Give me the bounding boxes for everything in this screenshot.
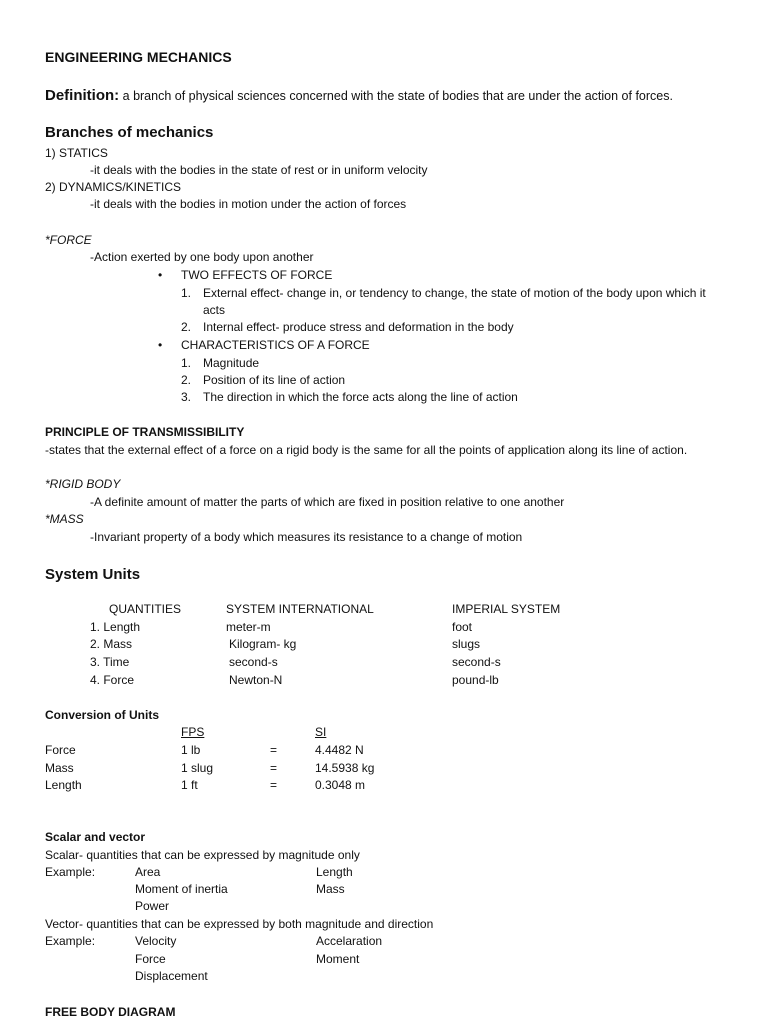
units-cell-quantity: 1. Length bbox=[90, 620, 141, 634]
conversion-fps: 1 lb bbox=[181, 743, 201, 757]
conversion-label: Force bbox=[45, 743, 76, 757]
units-header-si: SYSTEM INTERNATIONAL bbox=[226, 602, 374, 616]
dynamics-item: 2) DYNAMICS/KINETICS bbox=[45, 180, 182, 194]
units-cell-imperial: second-s bbox=[452, 655, 501, 669]
effect-text: Internal effect- produce stress and deformation in the body bbox=[203, 320, 514, 334]
scalar-example: Mass bbox=[316, 882, 345, 896]
force-desc: -Action exerted by one body upon another bbox=[90, 250, 314, 264]
characteristics-heading: CHARACTERISTICS OF A FORCE bbox=[181, 338, 370, 352]
vector-example: Displacement bbox=[135, 969, 208, 983]
characteristic-text: Magnitude bbox=[203, 356, 260, 370]
scalar-vector-heading: Scalar and vector bbox=[45, 830, 146, 844]
mass-term: *MASS bbox=[45, 512, 84, 526]
force-term: *FORCE bbox=[45, 233, 92, 247]
definition-line bbox=[45, 88, 673, 104]
scalar-example: Power bbox=[135, 899, 170, 913]
definition-text: a branch of physical sciences concerned with the state of bodies that are under the action of forces. bbox=[122, 89, 673, 103]
fbd-heading: FREE BODY DIAGRAM bbox=[45, 1005, 176, 1019]
characteristic-number: 2. bbox=[181, 373, 192, 387]
statics-item: 1) STATICS bbox=[45, 146, 108, 160]
mass-desc: -Invariant property of a body which measures its resistance to a change of motion bbox=[90, 530, 523, 544]
scalar-example: Length bbox=[316, 865, 353, 879]
bullet-icon: • bbox=[158, 268, 163, 282]
transmissibility-text: -states that the external effect of a force on a rigid body is the same for all the points of application along its line of action. bbox=[45, 443, 688, 457]
units-cell-imperial: pound-lb bbox=[452, 673, 499, 687]
statics-desc: -it deals with the bodies in the state of rest or in uniform velocity bbox=[90, 163, 428, 177]
rigid-body-term: *RIGID BODY bbox=[45, 477, 121, 491]
effect-number: 2. bbox=[181, 320, 192, 334]
scalar-example: Moment of inertia bbox=[135, 882, 228, 896]
conversion-si: 0.3048 m bbox=[315, 778, 366, 792]
units-cell-quantity: 2. Mass bbox=[90, 637, 133, 651]
vector-definition: Vector- quantities that can be expressed by both magnitude and direction bbox=[45, 917, 434, 931]
conversion-si: 4.4482 N bbox=[315, 743, 364, 757]
system-units-heading: System Units bbox=[45, 566, 141, 583]
characteristic-number: 1. bbox=[181, 356, 192, 370]
units-cell-si: meter-m bbox=[226, 620, 271, 634]
scalar-example: Area bbox=[135, 865, 161, 879]
effect-text: External effect- change in, or tendency to change, the state of motion of the body upon which it bbox=[203, 286, 706, 300]
units-cell-quantity: 4. Force bbox=[90, 673, 135, 687]
two-effects-heading: TWO EFFECTS OF FORCE bbox=[181, 268, 333, 282]
conversion-label: Mass bbox=[45, 761, 74, 775]
effect-number: 1. bbox=[181, 286, 192, 300]
transmissibility-heading: PRINCIPLE OF TRANSMISSIBILITY bbox=[45, 425, 245, 439]
units-header-imperial: IMPERIAL SYSTEM bbox=[452, 602, 561, 616]
example-label: Example: bbox=[45, 865, 96, 879]
dynamics-desc: -it deals with the bodies in motion under the action of forces bbox=[90, 197, 407, 211]
conversion-equals: = bbox=[270, 743, 278, 757]
vector-example: Velocity bbox=[135, 934, 177, 948]
vector-example: Force bbox=[135, 952, 166, 966]
conversion-si: 14.5938 kg bbox=[315, 761, 375, 775]
branches-heading: Branches of mechanics bbox=[45, 124, 214, 141]
characteristic-number: 3. bbox=[181, 390, 192, 404]
conversion-fps: 1 ft bbox=[181, 778, 198, 792]
units-cell-si: Kilogram- kg bbox=[229, 637, 297, 651]
conversion-heading: Conversion of Units bbox=[45, 708, 160, 722]
conversion-header-si: SI bbox=[315, 725, 327, 739]
vector-example: Moment bbox=[316, 952, 360, 966]
characteristic-text: Position of its line of action bbox=[203, 373, 346, 387]
vector-example: Accelaration bbox=[316, 934, 383, 948]
conversion-label: Length bbox=[45, 778, 82, 792]
scalar-definition: Scalar- quantities that can be expressed by magnitude only bbox=[45, 848, 360, 862]
page-title: ENGINEERING MECHANICS bbox=[45, 49, 232, 65]
units-cell-imperial: slugs bbox=[452, 637, 481, 651]
units-cell-si: Newton-N bbox=[229, 673, 283, 687]
effect-text-cont: acts bbox=[203, 303, 226, 317]
rigid-body-desc: -A definite amount of matter the parts of which are fixed in position relative to one another bbox=[90, 495, 565, 509]
units-cell-imperial: foot bbox=[452, 620, 473, 634]
characteristic-text: The direction in which the force acts along the line of action bbox=[203, 390, 518, 404]
units-cell-quantity: 3. Time bbox=[90, 655, 130, 669]
conversion-fps: 1 slug bbox=[181, 761, 214, 775]
bullet-icon: • bbox=[158, 338, 163, 352]
example-label: Example: bbox=[45, 934, 96, 948]
conversion-header-fps: FPS bbox=[181, 725, 205, 739]
units-cell-si: second-s bbox=[229, 655, 278, 669]
units-header-quantities: QUANTITIES bbox=[109, 602, 182, 616]
conversion-equals: = bbox=[270, 778, 278, 792]
conversion-equals: = bbox=[270, 761, 278, 775]
definition-label: Definition: bbox=[45, 87, 120, 104]
